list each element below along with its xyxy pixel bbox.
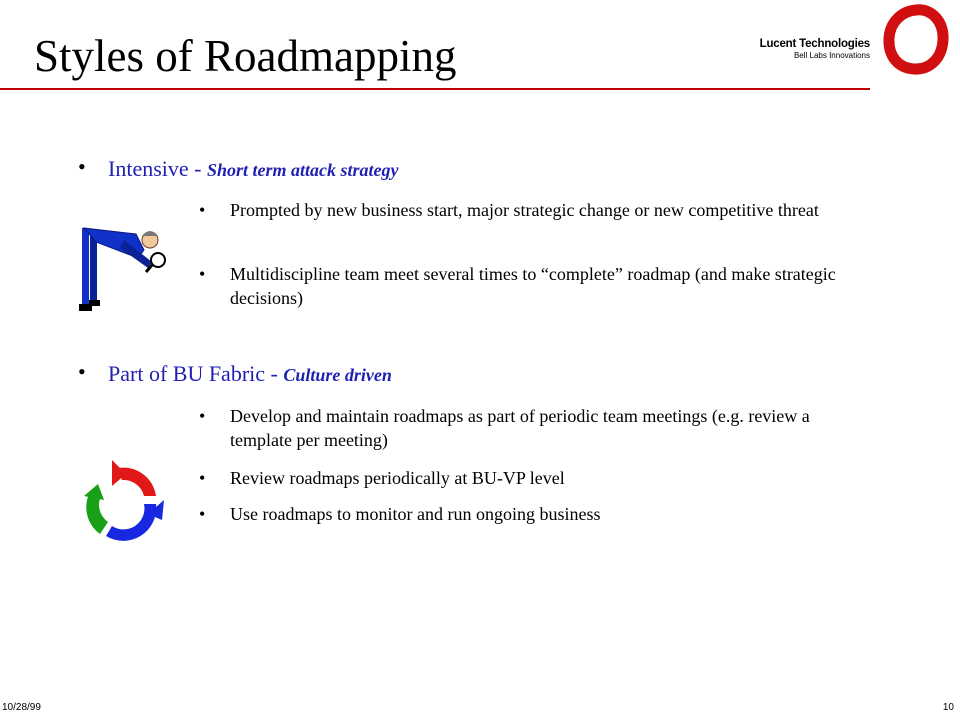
cycle-arrows-icon xyxy=(78,456,168,546)
list-item xyxy=(199,404,859,460)
section-heading-label: Intensive xyxy=(108,156,189,181)
section-heading-label: Part of BU Fabric xyxy=(108,361,266,386)
footer-date: 10/28/99 xyxy=(2,702,41,713)
slide-title: Styles of Roadmapping xyxy=(34,31,457,81)
section-heading-separator: - xyxy=(270,361,278,386)
item-text: Prompted by new business start, major strategic change or new competitive threat xyxy=(230,200,819,220)
item-text: Develop and maintain roadmaps as part of periodic team meetings (e.g. review a template per meeting) xyxy=(230,406,810,450)
item-bullet: • xyxy=(199,504,206,524)
item-bullet: • xyxy=(199,406,206,426)
list-item xyxy=(199,262,859,318)
item-text: Multidiscipline team meet several times to “complete” roadmap (and make strategic decisions) xyxy=(230,264,836,308)
section-heading-intensive xyxy=(108,156,399,182)
section-heading-separator: - xyxy=(194,156,202,181)
section-bullet: • xyxy=(78,359,86,384)
section-bullet: • xyxy=(78,154,86,179)
list-item xyxy=(199,198,859,254)
section-heading-bu-fabric xyxy=(108,361,392,387)
list-item xyxy=(199,466,859,494)
section-heading-subtitle: Short term attack strategy xyxy=(206,160,399,180)
lucent-ring-icon xyxy=(880,2,952,76)
logo-tagline: Bell Labs Innovations xyxy=(793,51,870,60)
inspector-magnifier-icon xyxy=(78,220,174,316)
list-item xyxy=(199,502,859,530)
item-bullet: • xyxy=(199,200,206,220)
logo-company-name: Lucent Technologies xyxy=(759,38,870,50)
section-heading-subtitle: Culture driven xyxy=(283,365,392,385)
title-underline xyxy=(0,88,870,90)
company-logo xyxy=(752,38,870,60)
item-text: Use roadmaps to monitor and run ongoing business xyxy=(230,504,601,524)
page-number: 10 xyxy=(942,702,954,713)
item-bullet: • xyxy=(199,264,206,284)
item-text: Review roadmaps periodically at BU-VP level xyxy=(230,468,565,488)
item-bullet: • xyxy=(199,468,206,488)
